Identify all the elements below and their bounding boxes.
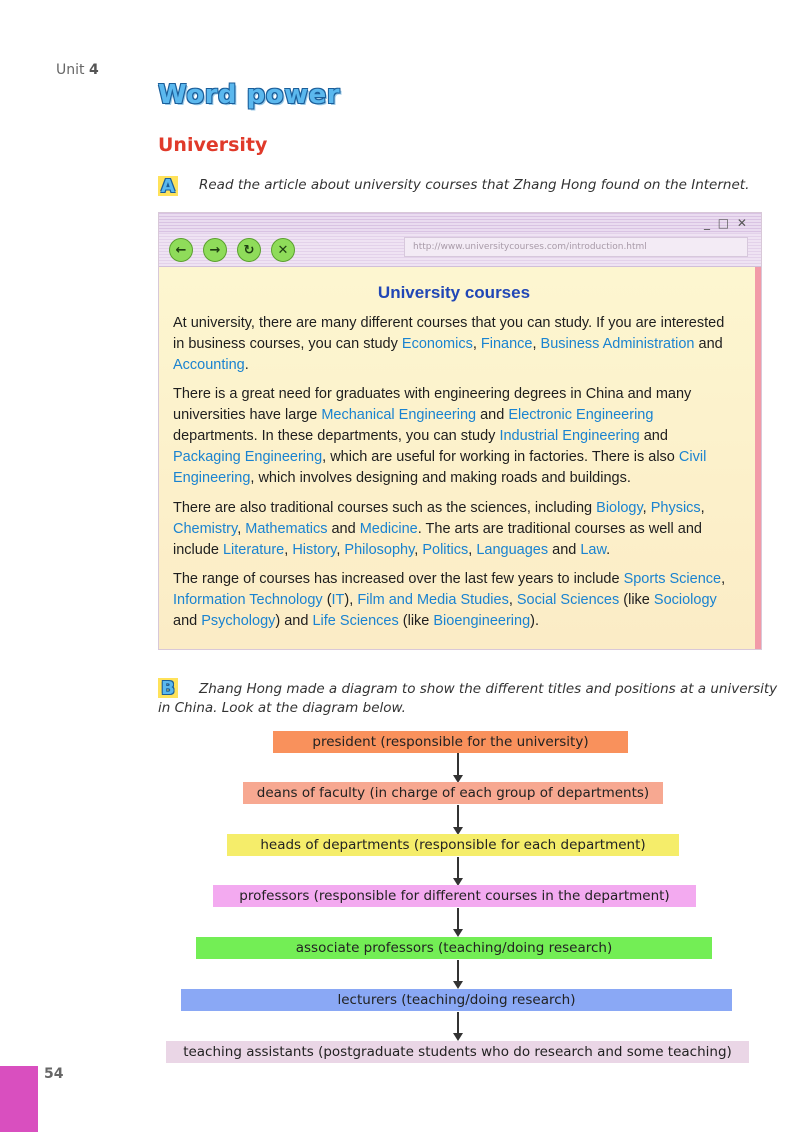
part-b-instruction-line2: in China. Look at the diagram below.: [158, 700, 406, 716]
article-text: and: [327, 521, 360, 537]
course-name[interactable]: Social Sciences: [516, 592, 620, 608]
part-b-instruction-line1: Zhang Hong made a diagram to show the different titles and positions at a university: [199, 681, 778, 697]
forward-button[interactable]: →: [203, 238, 227, 262]
course-name[interactable]: Physics: [650, 500, 701, 516]
diagram-arrow: [457, 960, 459, 982]
diagram-arrow: [457, 753, 459, 776]
article-text: and: [548, 542, 581, 558]
article-text: At university, there are many different courses that you can study. If you are interested in business courses, you can study: [173, 315, 725, 352]
article-text: and: [639, 428, 668, 444]
unit-number: 4: [88, 62, 99, 78]
course-name[interactable]: Packaging Engineering: [173, 449, 323, 465]
course-name[interactable]: History: [292, 542, 337, 558]
course-name[interactable]: Law: [580, 542, 607, 558]
article-text: and: [694, 336, 723, 352]
article-text: ,: [721, 571, 726, 587]
course-name[interactable]: Biology: [596, 500, 643, 516]
page-tab: [0, 1066, 38, 1132]
article-text: .: [244, 357, 249, 373]
page-title: Word power: [158, 80, 341, 110]
part-a-instruction: Read the article about university courses that Zhang Hong found on the Internet.: [199, 177, 750, 193]
diagram-box-president: president (responsible for the university): [273, 731, 628, 753]
stop-button[interactable]: ✕: [271, 238, 295, 262]
article-text: (like: [398, 613, 434, 629]
article-text: and: [476, 407, 509, 423]
article-text: ,: [700, 500, 705, 516]
arrow-head: [453, 929, 463, 937]
course-name[interactable]: Civil Engineering: [173, 449, 707, 486]
diagram-box-lecturers: lecturers (teaching/doing research): [181, 989, 732, 1011]
article-text: ,: [414, 542, 423, 558]
article-text: ,: [472, 336, 481, 352]
course-name[interactable]: Chemistry: [173, 521, 238, 537]
course-name[interactable]: Literature: [222, 542, 285, 558]
article-text: .: [606, 542, 611, 558]
article-text: ,: [237, 521, 246, 537]
course-name[interactable]: Psychology: [201, 613, 276, 629]
window-controls[interactable]: _ □ ✕: [703, 216, 749, 230]
article-text: (like: [619, 592, 654, 608]
article-text: There is a great need for graduates with engineering degrees in China and many universities have large: [173, 386, 692, 423]
article-text: ) and: [275, 613, 313, 629]
diagram-box-professors: professors (responsible for different courses in the department): [213, 885, 696, 907]
article-text: ,: [284, 542, 293, 558]
course-name[interactable]: Mechanical Engineering: [321, 407, 477, 423]
page-number: 54: [44, 1066, 64, 1082]
diagram-arrow: [457, 805, 459, 828]
article-text: , which are useful for working in factories. There is also: [322, 449, 679, 465]
article-text: , which involves designing and making roads and buildings.: [250, 470, 631, 486]
address-bar[interactable]: http://www.universitycourses.com/introduction.html: [404, 237, 748, 257]
article-text: ,: [336, 542, 345, 558]
back-button[interactable]: ←: [169, 238, 193, 262]
part-b-letter: B: [158, 678, 178, 698]
course-name[interactable]: Life Sciences: [312, 613, 399, 629]
diagram-box-teaching-assistants: teaching assistants (postgraduate students who do research and some teaching): [166, 1041, 749, 1063]
article-text: ,: [508, 592, 517, 608]
course-name[interactable]: Electronic Engineering: [508, 407, 654, 423]
diagram-arrow: [457, 1012, 459, 1034]
course-name[interactable]: Sports Science: [623, 571, 722, 587]
refresh-button[interactable]: ↻: [237, 238, 261, 262]
section-title: University: [158, 134, 268, 156]
course-name[interactable]: Industrial Engineering: [499, 428, 640, 444]
article-text: (: [322, 592, 332, 608]
diagram-box-associate-professors: associate professors (teaching/doing research): [196, 937, 712, 959]
article-title: University courses: [377, 283, 531, 302]
course-name[interactable]: Information Technology: [173, 592, 323, 608]
diagram-box-heads: heads of departments (responsible for each department): [227, 834, 679, 856]
course-name[interactable]: Economics: [401, 336, 473, 352]
course-name[interactable]: Philosophy: [344, 542, 415, 558]
unit-text: Unit: [56, 62, 85, 78]
course-name[interactable]: Business Administration: [540, 336, 695, 352]
article-text: . The arts are traditional courses as well and include: [173, 521, 702, 558]
diagram-arrow: [457, 857, 459, 879]
article-text: departments. In these departments, you can study: [173, 428, 500, 444]
arrow-head: [453, 981, 463, 989]
article-text: ),: [344, 592, 358, 608]
course-name[interactable]: Mathematics: [245, 521, 328, 537]
part-a-letter: A: [158, 176, 178, 196]
course-name[interactable]: Languages: [476, 542, 549, 558]
article-text: ,: [468, 542, 477, 558]
article-text: ,: [642, 500, 651, 516]
diagram-arrow: [457, 908, 459, 930]
course-name[interactable]: Accounting: [173, 357, 245, 373]
course-name[interactable]: Bioengineering: [433, 613, 531, 629]
course-name[interactable]: Politics: [422, 542, 469, 558]
arrow-head: [453, 1033, 463, 1041]
article-text: There are also traditional courses such as the sciences, including: [173, 500, 597, 516]
course-name[interactable]: Film and Media Studies: [357, 592, 509, 608]
course-name[interactable]: Finance: [480, 336, 533, 352]
course-name[interactable]: IT: [331, 592, 345, 608]
article-text: ,: [532, 336, 541, 352]
article-text: ).: [530, 613, 539, 629]
course-name[interactable]: Medicine: [359, 521, 418, 537]
article-text: The range of courses has increased over the last few years to include: [173, 571, 624, 587]
article-text: and: [173, 613, 202, 629]
course-name[interactable]: Sociology: [653, 592, 717, 608]
diagram-box-deans: deans of faculty (in charge of each group of departments): [243, 782, 663, 804]
